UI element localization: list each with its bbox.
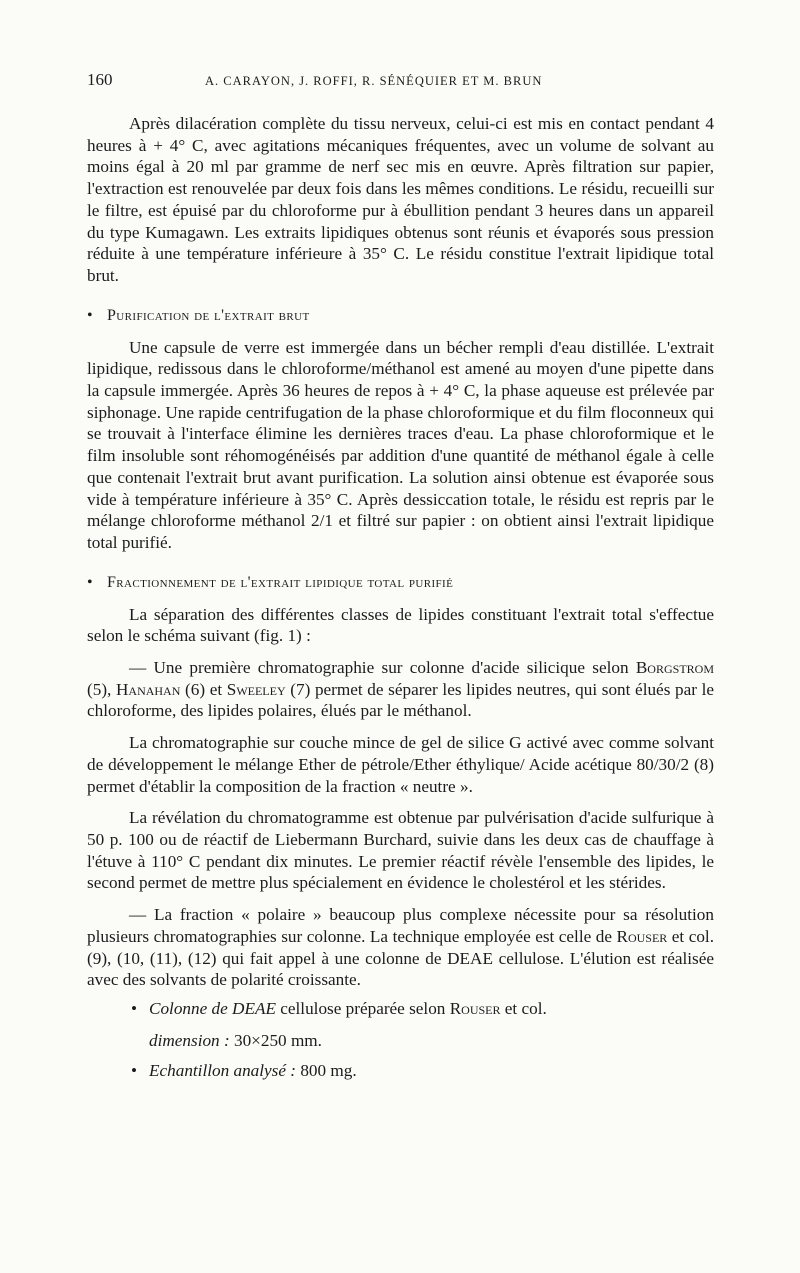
text-run: (7) permet de séparer les lipides neutres, qui sont élués par le chloroforme, des lipides polaires, élués par le méthanol.: [87, 679, 714, 721]
author-name: Borgstrom: [635, 658, 714, 678]
text-run: — La fraction « polaire » beaucoup plus complexe nécessite pour sa résolution plusieurs chromatographies sur colonne. La technique employée est celle de: [87, 905, 714, 946]
section-heading-purification: [87, 306, 714, 326]
text-run: cellulose préparée selon: [275, 998, 450, 1018]
fractionnement-paragraph-1: La séparation des différentes classes de lipides constituant l'extrait total s'effectue selon le schéma suivant (fig. 1) :: [87, 604, 714, 646]
article-page: [87, 68, 714, 1083]
sample-value: 800 mg.: [296, 1060, 357, 1080]
fractionnement-paragraph-4: La révélation du chromatogramme est obtenue par pulvérisation d'acide sulfurique à 50 p. 100 ou de réactif de Liebermann Burchard, suivie dans les deux cas de chauffage à l'étuve à 110° C pendant dix minutes. Le premier réactif révèle l'ensemble des lipides, le second permet de mettre plus spécialement en évidence le cholestérol et les stérides.: [87, 808, 714, 893]
column-label: Colonne de DEAE: [149, 998, 276, 1018]
author-name: Rouser: [449, 998, 501, 1018]
text-run: — Une première chromatographie sur colonne d'acide silicique selon: [129, 658, 636, 678]
fractionnement-paragraph-3: La chromatographie sur couche mince de gel de silice G activé avec comme solvant de développement le mélange Ether de pétrole/Ether éthylique/ Acide acétique 80/30/2 (8) permet d'établir la composition de la fraction « neutre ».: [87, 733, 714, 796]
text-run: (5),: [87, 679, 116, 699]
bullet-icon: •: [87, 306, 94, 324]
column-bullet: [87, 997, 714, 1021]
dimension-line: [87, 1029, 714, 1053]
text-run: et col. (9), (10, (11), (12) qui fait appel à une colonne de DEAE cellulose. L'élution est réalisée avec des solvants de polarité croissante.: [87, 926, 715, 990]
bullet-icon: •: [87, 573, 94, 591]
text-run: (6) et: [180, 679, 227, 699]
dimension-label: dimension :: [149, 1030, 230, 1050]
fractionnement-paragraph-5: [87, 904, 714, 991]
page-number: 160: [87, 70, 113, 89]
section-heading-text: Fractionnement de l'extrait lipidique total purifié: [107, 573, 454, 591]
running-head: [87, 68, 714, 96]
author-name: Hanahan: [115, 679, 181, 699]
fractionnement-paragraph-2: [87, 657, 714, 722]
section-heading-fractionnement: [87, 573, 714, 593]
purification-paragraph: Une capsule de verre est immergée dans un bécher rempli d'eau distillée. L'extrait lipidique, redissous dans le chloroforme/méthanol est amené au moyen d'une pipette dans la capsule immergée. Après 36 heures de repos à + 4° C, la phase aqueuse est prélevée par siphonage. Une rapide centrifugation de la phase chloroformique et du film floconneux qui se trouvait à l'interface élimine les dernières traces d'eau. La phase chloroformique et le film insoluble sont réhomogénéisés par addition d'une quantité de méthanol égale à celle que contenait l'extrait brut avant purification. La solution ainsi obtenue est évaporée sous vide à température inférieure à 35° C. Après dessiccation totale, le résidu est repris par le mélange chloroforme méthanol 2/1 et filtré sur papier : on obtient ainsi l'extrait lipidique total purifié.: [87, 337, 714, 552]
bullet-icon: •: [131, 998, 138, 1018]
intro-paragraph: Après dilacération complète du tissu nerveux, celui-ci est mis en contact pendant 4 heures à + 4° C, avec agitations mécaniques fréquentes, avec un volume de solvant au moins égal à 20 ml par gramme de nerf sec mis en œuvre. Après filtration sur papier, l'extraction est renouvelée par deux fois dans les mêmes conditions. Le résidu, recueilli sur le filtre, est épuisé par du chloroforme pur à ébullition pendant 3 heures dans un appareil du type Kumagawn. Les extraits lipidiques obtenus sont réunis et évaporés sous pression réduite à une température inférieure à 35° C. Le résidu constitue l'extrait lipidique total brut.: [87, 114, 714, 285]
dimension-value: 30×250 mm.: [229, 1030, 322, 1050]
author-name: Sweeley: [226, 679, 286, 699]
sample-bullet: [87, 1059, 714, 1083]
running-title: A. CARAYON, J. ROFFI, R. SÉNÉQUIER ET M. BRUN: [205, 74, 543, 88]
text-run: et col.: [500, 998, 547, 1018]
section-heading-text: Purification de l'extrait brut: [107, 306, 310, 324]
bullet-icon: •: [131, 1060, 138, 1080]
sample-label: Echantillon analysé :: [149, 1060, 297, 1080]
author-name: Rouser: [616, 926, 668, 946]
